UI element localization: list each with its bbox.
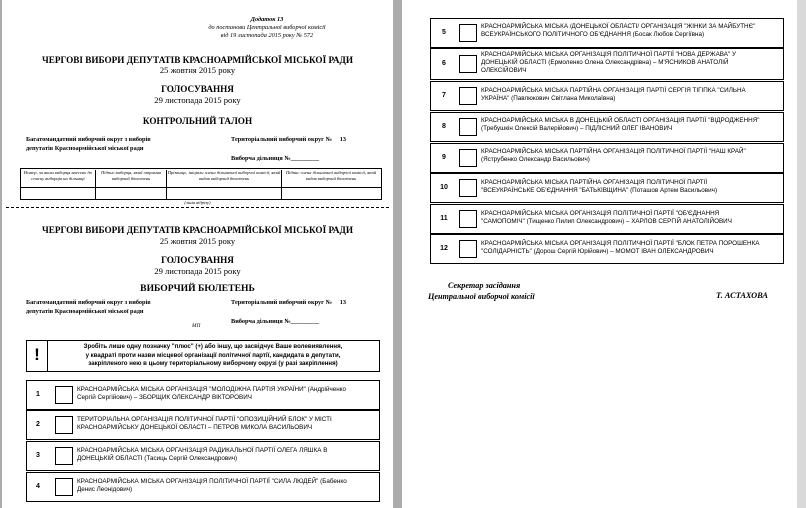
- ballot-district-line2: депутатів Красноармійської міської ради: [26, 307, 144, 315]
- left-page: [2, 0, 393, 508]
- stub-title: ЧЕРГОВІ ВИБОРИ ДЕПУТАТІВ КРАСНОАРМІЙСЬКОЇ МІСЬКОЇ РАДИ: [41, 55, 353, 65]
- ballot-district: [26, 299, 226, 316]
- vote-checkbox[interactable]: [459, 55, 477, 73]
- candidate-row: [430, 112, 784, 142]
- ballot-stamp-label: МП: [192, 323, 201, 329]
- candidate-line: КРАСНОАРМІЙСЬКА МІСЬКА /ДОНЕЦЬКОЇ ОБЛАСТІ/ ОРГАНІЗАЦІЯ "ЖІНКИ ЗА МАЙБУТНЄ": [481, 23, 756, 30]
- ballot-territorial: Територіальний виборчий округ № 13: [231, 299, 347, 306]
- candidate-text: [481, 148, 779, 164]
- candidate-line: КРАСНОАРМІЙСЬКА МІСЬКА ОРГАНІЗАЦІЯ ПОЛІТИЧНОЇ ПАРТІЇ "ОБ'ЄДНАННЯ: [481, 210, 720, 217]
- candidate-line: КРАСНОАРМІЙСЬКА МІСЬКА ОРГАНІЗАЦІЯ "МОЛОДІЖНА ПАРТІЯ УКРАЇНИ" (Андрійченко: [77, 386, 347, 393]
- candidate-row: [430, 18, 784, 48]
- stub-territorial: Територіальний виборчий округ № 13: [231, 136, 347, 143]
- instruction-line3: закріпленого нею в цьому територіальному виборчому окрузі (у разі закріплення): [88, 360, 338, 367]
- candidate-number: 3: [36, 452, 40, 459]
- candidate-row: [430, 48, 784, 80]
- candidate-row: [26, 441, 380, 471]
- candidate-number: 6: [442, 60, 446, 67]
- candidate-line: ОЛЕКСІЙОВИЧ: [481, 67, 527, 74]
- candidate-row: [26, 410, 380, 440]
- stub-precinct: Виборча дільниця №_________: [231, 155, 319, 162]
- ballot-district-line1: Багатомандатний виборчий округ з виборів: [26, 299, 151, 306]
- ballot-voting-date: 29 листопада 2015 року: [154, 266, 241, 276]
- stub-district: [26, 136, 226, 153]
- ballot-heading: ВИБОРЧИЙ БЮЛЕТЕНЬ: [140, 283, 255, 294]
- vote-checkbox[interactable]: [459, 240, 477, 258]
- signature-role: [428, 280, 628, 302]
- candidate-number: 4: [36, 483, 40, 490]
- candidate-number: 12: [440, 245, 448, 252]
- vote-checkbox[interactable]: [459, 118, 477, 136]
- stub-col-member-name: Прізвище, ініціали члена дільничної виборчої комісії, який видав виборчий бюлетень: [167, 170, 282, 199]
- vote-checkbox[interactable]: [55, 386, 73, 404]
- vote-checkbox[interactable]: [459, 149, 477, 167]
- appendix-block: [172, 16, 362, 40]
- candidate-text: [481, 87, 779, 103]
- instruction-line1: Зробіть лише одну позначку "плюс" (+) або іншу, що засвідчує Ваше волевиявлення,: [83, 343, 343, 350]
- vote-checkbox[interactable]: [459, 179, 477, 197]
- candidate-number: 8: [442, 123, 446, 130]
- appendix-number: Додаток 13: [250, 16, 284, 23]
- stub-col-number: Номер, за яким виборця внесено до списку виборців на дільниці: [21, 170, 96, 199]
- instruction-mark-cell: [27, 341, 48, 371]
- stub-col-member-signature: Підпис члена дільничної виборчої комісії, який видав виборчий бюлетень: [285, 170, 377, 181]
- stub-voting-date: 29 листопада 2015 року: [154, 95, 241, 105]
- candidate-line: КРАСНОАРМІЙСЬКА МІСЬКА В ДОНЕЦЬКІЙ ОБЛАСТІ ОРГАНІЗАЦІЯ ПАРТІЇ "ВІДРОДЖЕННЯ": [481, 117, 760, 124]
- candidate-line: "СОЛІДАРНІСТЬ" (Дорош Сергій Юрійович) – МОМОТ ІВАН ОЛЕКСАНДРОВИЧ: [481, 248, 714, 255]
- candidate-text: [77, 478, 375, 494]
- candidate-text: [481, 179, 779, 195]
- stub-district-line1: Багатомандатний виборчий округ з виборів: [26, 136, 151, 143]
- candidate-line: КРАСНОАРМІЙСЬКА МІСЬКА ПАРТІЙНА ОРГАНІЗАЦІЯ ПОЛІТИЧНОЇ ПАРТІЇ "НАШ КРАЙ": [481, 148, 746, 155]
- appendix-date: від 19 листопада 2015 року № 572: [220, 32, 314, 39]
- vote-checkbox[interactable]: [55, 416, 73, 434]
- candidate-row: [26, 472, 380, 502]
- cut-line-label: (лінія відрізу): [184, 200, 211, 205]
- candidate-number: 1: [36, 391, 40, 398]
- candidate-row: [26, 380, 380, 410]
- instruction-box: [26, 340, 380, 372]
- stub-table: [20, 168, 382, 200]
- stub-voting: ГОЛОСУВАННЯ: [161, 84, 234, 94]
- candidate-line: ТЕРИТОРІАЛЬНА ОРГАНІЗАЦІЯ ПОЛІТИЧНОЇ ПАРТІЇ "ОПОЗИЦІЙНИЙ БЛОК" У МІСТІ: [77, 416, 332, 423]
- candidate-number: 2: [36, 421, 40, 428]
- candidate-number: 7: [442, 92, 446, 99]
- candidate-line: ВСЕУКРАЇНСЬКОГО ПОЛІТИЧНОГО ОБ'ЄДНАННЯ (Босак Любов Сергіївна): [481, 31, 705, 38]
- candidate-line: КРАСНОАРМІЙСЬКА МІСЬКА ОРГАНІЗАЦІЯ ПОЛІТИЧНОЇ ПАРТІЇ "БЛОК ПЕТРА ПОРОШЕНКА: [481, 240, 760, 247]
- stub-col-voter-signature: Підпис виборця, який отримав виборчий бюлетень: [96, 170, 167, 199]
- stub-district-line2: депутатів Красноармійської міської ради: [26, 144, 144, 152]
- candidate-line: КРАСНОАРМІЙСЬКА МІСЬКА ПАРТІЙНА ОРГАНІЗАЦІЯ ПОЛІТИЧНОЇ ПАРТІЇ: [481, 179, 708, 186]
- candidate-line: КРАСНОАРМІЙСЬКУ ДОНЕЦЬКОЇ ОБЛАСТІ – ПЕТРОВ МИКОЛА ВАСИЛЬОВИЧ: [77, 424, 313, 431]
- stub-talon-heading: КОНТРОЛЬНИЙ ТАЛОН: [142, 116, 253, 126]
- candidate-line: КРАСНОАРМІЙСЬКА МІСЬКА ПАРТІЙНА ОРГАНІЗАЦІЯ ПАРТІЇ СЕРГІЯ ТІГІПКА "СИЛЬНА: [481, 87, 746, 94]
- candidate-line: КРАСНОАРМІЙСЬКА МІСЬКА ОРГАНІЗАЦІЯ РАДИКАЛЬНОЇ ПАРТІЇ ОЛЕГА ЛЯШКА В: [77, 447, 328, 454]
- candidate-line: УКРАЇНА" (Павлюкович Світлана Миколаївна): [481, 95, 616, 102]
- candidate-line: "САМОПОМІЧ" (Тищенко Пилип Олександрович) – ХАРЛОВ СЕРГІЙ АНАТОЛІЙОВИЧ: [481, 218, 732, 225]
- candidate-text: [77, 416, 375, 432]
- instruction-text: [49, 343, 377, 369]
- vote-checkbox[interactable]: [459, 87, 477, 105]
- appendix-resolution: до постанови Центральної виборчої комісії: [208, 24, 326, 31]
- vertical-scrollbar[interactable]: [797, 0, 806, 508]
- ballot-precinct: Виборча дільниця №_________: [231, 318, 319, 325]
- ballot-title: ЧЕРГОВІ ВИБОРИ ДЕПУТАТІВ КРАСНОАРМІЙСЬКОЇ МІСЬКОЇ РАДИ: [41, 225, 353, 235]
- candidate-text: [481, 117, 779, 133]
- candidate-text: [481, 23, 779, 39]
- candidate-text: [481, 210, 779, 226]
- candidate-line: КРАСНОАРМІЙСЬКА МІСЬКА ОРГАНІЗАЦІЯ ПОЛІТИЧНОЇ ПАРТІЇ "НОВА ДЕРЖАВА" У: [481, 51, 736, 58]
- candidate-line: Денис Леонідович): [77, 486, 133, 493]
- candidate-text: [481, 240, 779, 256]
- candidate-line: ДОНЕЦЬКІЙ ОБЛАСТІ (Тасиць Сергій Олександрович): [77, 455, 238, 462]
- candidate-row: [430, 234, 784, 264]
- cut-line: [6, 207, 389, 208]
- candidate-number: 11: [440, 215, 448, 222]
- vote-checkbox[interactable]: [459, 24, 477, 42]
- stub-table-divider: [21, 187, 381, 188]
- vote-checkbox[interactable]: [55, 478, 73, 496]
- signature-name: Т. АСТАХОВА: [716, 291, 768, 300]
- right-page: [402, 0, 797, 508]
- candidate-line: ДОНЕЦЬКІЙ ОБЛАСТІ (Ермоленко Олена Олександрівна) – М'ЯСНИКОВ АНАТОЛІЙ: [481, 59, 729, 66]
- candidate-row: [430, 204, 784, 234]
- candidate-line: Сергій Сергійович) – ЗБОРЩИК ОЛЕКСАНДР ВІКТОРОВИЧ: [77, 394, 252, 401]
- candidate-line: (Требушкін Олексій Валерійович) – ПІДЛІСНИЙ ОЛЕГ ІВАНОВИЧ: [481, 125, 673, 132]
- instruction-line2: у квадраті проти назви місцевої організації політичної партії, кандидата в депутати,: [85, 351, 341, 359]
- candidate-text: [77, 386, 375, 402]
- candidate-number: 10: [440, 184, 448, 191]
- candidate-text: [77, 447, 375, 463]
- candidate-row: [430, 81, 784, 111]
- signature-role-line1: Секретар засідання: [448, 281, 521, 290]
- candidate-text: [481, 51, 779, 75]
- vote-checkbox[interactable]: [459, 210, 477, 228]
- candidate-line: "ВСЕУКРАЇНСЬКЕ ОБ'ЄДНАННЯ "БАТЬКІВЩИНА" (Поташов Артем Васильович): [481, 187, 718, 194]
- candidate-line: КРАСНОАРМІЙСЬКА МІСЬКА ОРГАНІЗАЦІЯ ПОЛІТИЧНОЇ ПАРТІЇ "СИЛА ЛЮДЕЙ" (Бабенко: [77, 478, 347, 485]
- vote-checkbox[interactable]: [55, 447, 73, 465]
- ballot-voting: ГОЛОСУВАННЯ: [161, 255, 234, 265]
- ballot-date: 25 жовтня 2015 року: [159, 236, 236, 246]
- candidate-row: [430, 173, 784, 203]
- candidate-number: 9: [442, 154, 446, 161]
- exclamation-icon: !: [34, 345, 40, 364]
- stub-date: 25 жовтня 2015 року: [159, 65, 236, 75]
- candidate-line: (Яструбенко Олександр Васильович): [481, 156, 590, 163]
- signature-role-line2: Центральної виборчої комісії: [428, 292, 535, 301]
- candidate-number: 5: [442, 29, 446, 36]
- candidate-row: [430, 143, 784, 173]
